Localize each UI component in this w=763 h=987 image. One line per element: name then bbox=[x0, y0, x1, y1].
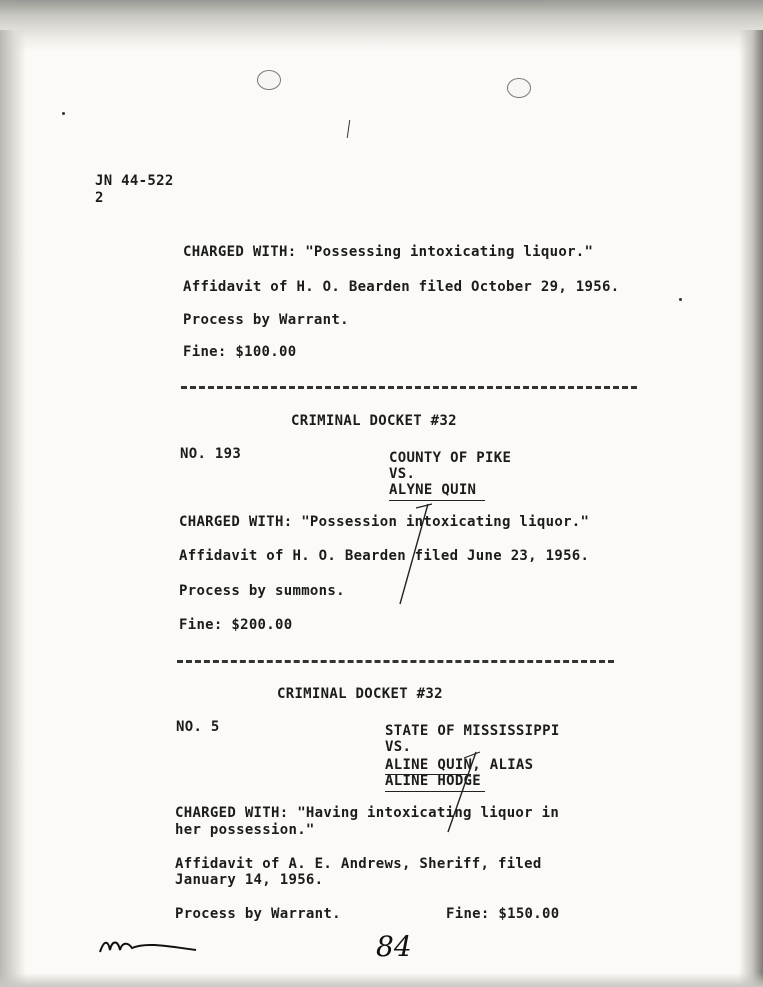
entry3-charged-line2: her possession." bbox=[175, 822, 315, 838]
handwritten-slash-2 bbox=[430, 748, 500, 838]
punch-hole-right bbox=[507, 78, 531, 98]
entry2-case-no: NO. 193 bbox=[180, 446, 242, 462]
scan-edge-right bbox=[739, 30, 763, 987]
speck bbox=[679, 298, 682, 301]
scan-edge-bottom bbox=[0, 973, 763, 987]
punch-hole-left bbox=[257, 70, 281, 90]
entry3-process: Process by Warrant. bbox=[175, 906, 341, 922]
entry3-defendant: ALINE QUIN, ALIAS bbox=[385, 757, 534, 773]
handwritten-initials bbox=[96, 932, 206, 962]
entry1-process: Process by Warrant. bbox=[183, 312, 349, 328]
entry1-fine: Fine: $100.00 bbox=[183, 344, 297, 360]
page-number: 2 bbox=[95, 190, 104, 206]
entry2-docket-title: CRIMINAL DOCKET #32 bbox=[291, 413, 457, 429]
file-number: JN 44-522 bbox=[95, 173, 174, 189]
separator-2 bbox=[177, 660, 614, 663]
entry2-fine: Fine: $200.00 bbox=[179, 617, 293, 633]
entry3-docket-title: CRIMINAL DOCKET #32 bbox=[277, 686, 443, 702]
entry2-charged: CHARGED WITH: "Possession intoxicating liquor." bbox=[179, 514, 590, 530]
speck bbox=[62, 112, 65, 115]
pen-mark bbox=[347, 120, 350, 138]
entry3-fine: Fine: $150.00 bbox=[446, 906, 560, 922]
entry3-affidavit-line1: Affidavit of A. E. Andrews, Sheriff, filed bbox=[175, 856, 542, 872]
scan-dotted-border bbox=[20, 0, 540, 4]
handwritten-page-mark: 84 bbox=[376, 930, 412, 963]
entry2-affidavit: Affidavit of H. O. Bearden filed June 23, 1956. bbox=[179, 548, 590, 564]
entry3-charged-line1: CHARGED WITH: "Having intoxicating liquor in bbox=[175, 805, 560, 821]
entry3-alias: ALINE HODGE bbox=[385, 773, 482, 789]
scan-edge-top bbox=[0, 0, 763, 52]
entry3-versus: VS. bbox=[385, 739, 412, 755]
handwritten-slash-1 bbox=[380, 500, 450, 610]
entry2-plaintiff: COUNTY OF PIKE bbox=[389, 450, 512, 466]
entry2-versus: VS. bbox=[389, 466, 416, 482]
entry2-defendant: ALYNE QUIN bbox=[389, 482, 477, 498]
entry1-charged: CHARGED WITH: "Possessing intoxicating liquor." bbox=[183, 244, 594, 260]
entry3-affidavit-line2: January 14, 1956. bbox=[175, 872, 324, 888]
entry3-case-no: NO. 5 bbox=[176, 719, 220, 735]
scan-edge-left bbox=[0, 30, 26, 987]
separator-1 bbox=[181, 386, 637, 389]
entry1-affidavit: Affidavit of H. O. Bearden filed October 29, 1956. bbox=[183, 279, 620, 295]
entry3-plaintiff: STATE OF MISSISSIPPI bbox=[385, 723, 560, 739]
entry2-process: Process by summons. bbox=[179, 583, 345, 599]
